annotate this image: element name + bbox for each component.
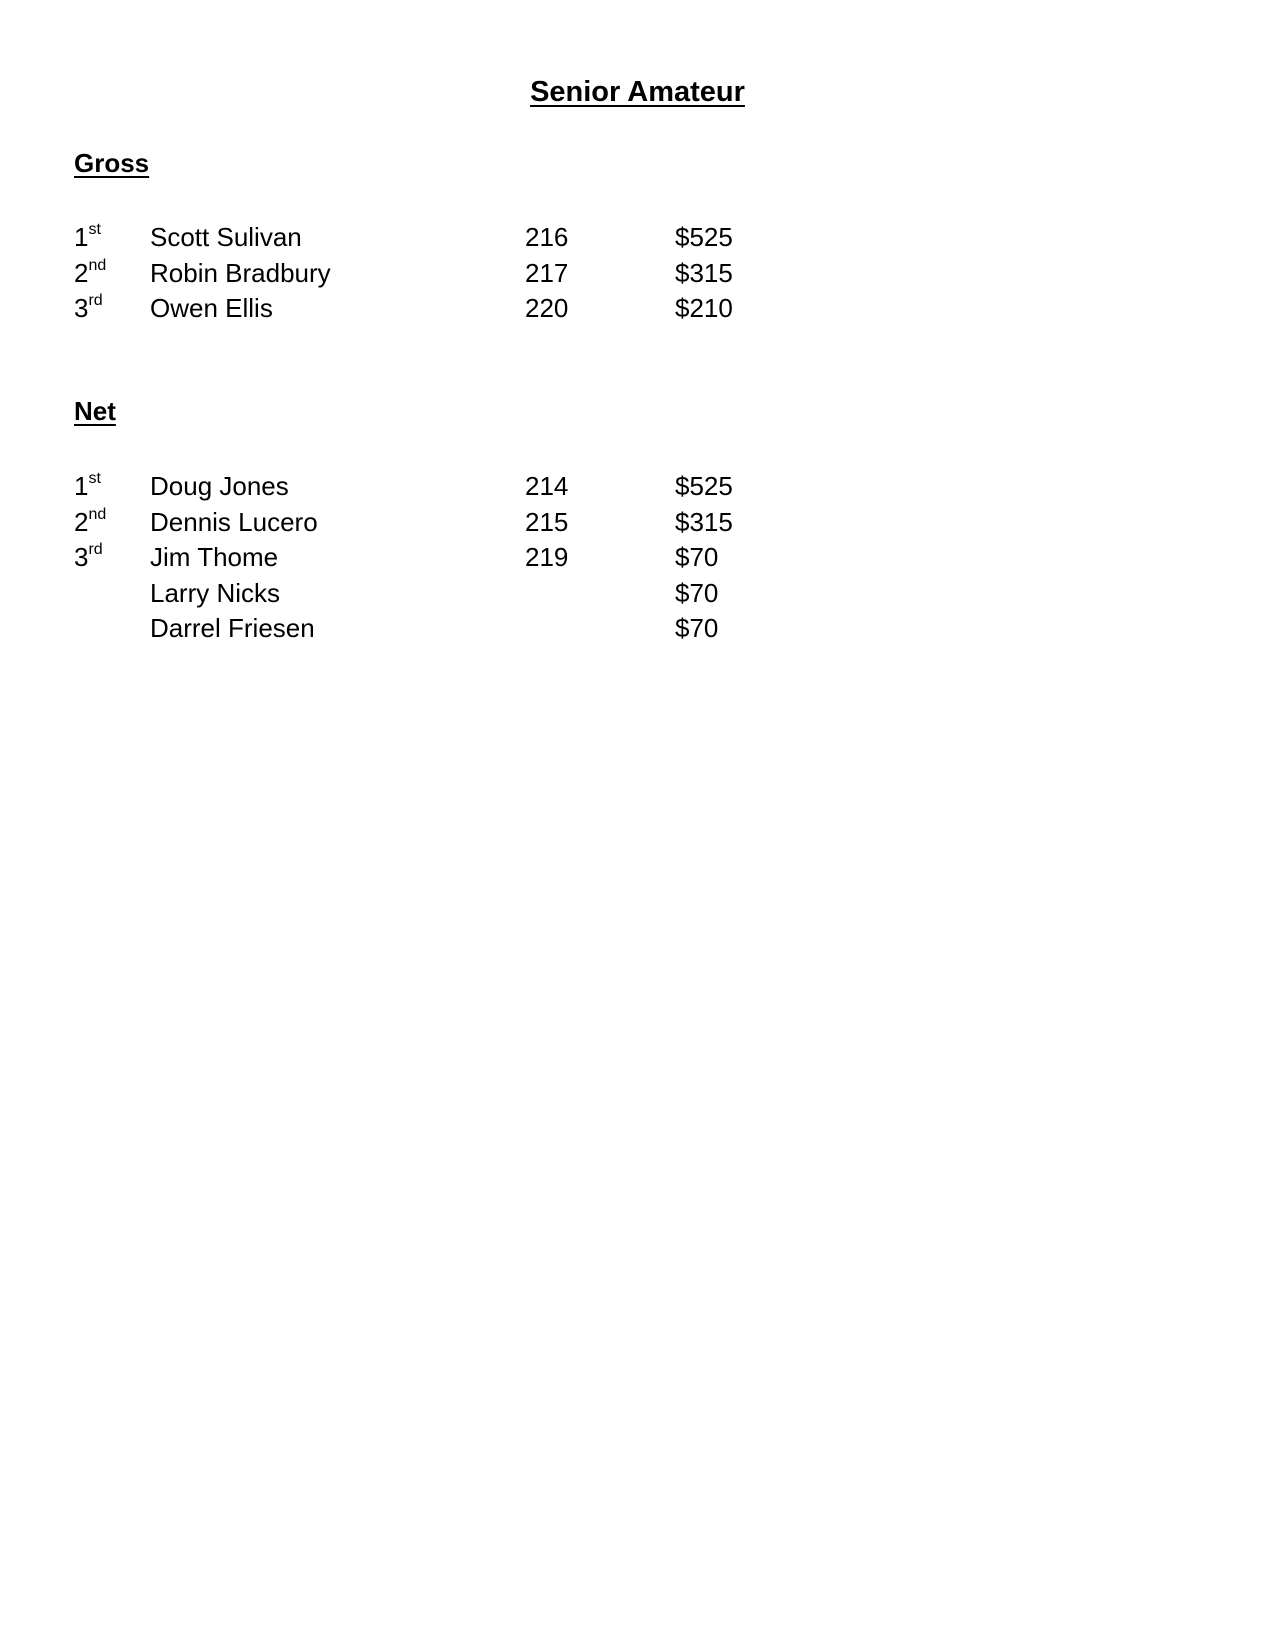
result-row [0,505,1275,541]
result-row [0,540,1275,576]
result-row [0,220,1275,256]
result-row [0,256,1275,292]
place: 1st [74,221,101,252]
player-name: Owen Ellis [150,293,273,323]
prize: $70 [675,577,719,608]
player-name: Darrel Friesen [150,613,315,643]
gross-results-list [0,220,1275,327]
result-row [0,576,1275,612]
player-name: Scott Sulivan [150,222,302,252]
score: 217 [525,257,569,288]
section-heading-gross: Gross [74,148,150,178]
score: 215 [525,506,569,537]
place: 2nd [74,505,107,537]
prize: $525 [675,471,733,501]
result-row [0,611,1275,647]
prize: $525 [675,222,733,252]
net-results-list [0,469,1275,647]
place: 3rd [74,541,103,572]
player-name: Jim Thome [150,542,279,572]
prize: $315 [675,506,733,537]
page-title: Senior Amateur [530,76,745,108]
score: 220 [525,293,569,323]
player-name: Dennis Lucero [150,506,318,537]
score: 216 [525,222,569,252]
result-row [0,469,1275,505]
player-name: Doug Jones [150,471,289,501]
prize: $210 [675,293,733,323]
place: 3rd [74,292,103,323]
player-name: Larry Nicks [150,577,281,608]
prize: $70 [675,542,719,572]
place: 2nd [74,256,107,288]
section-heading-net: Net [74,396,116,426]
score: 214 [525,471,569,501]
prize: $70 [675,613,719,643]
player-name: Robin Bradbury [150,257,331,288]
place: 1st [74,470,101,501]
score: 219 [525,542,569,572]
result-row [0,291,1275,327]
prize: $315 [675,257,733,288]
